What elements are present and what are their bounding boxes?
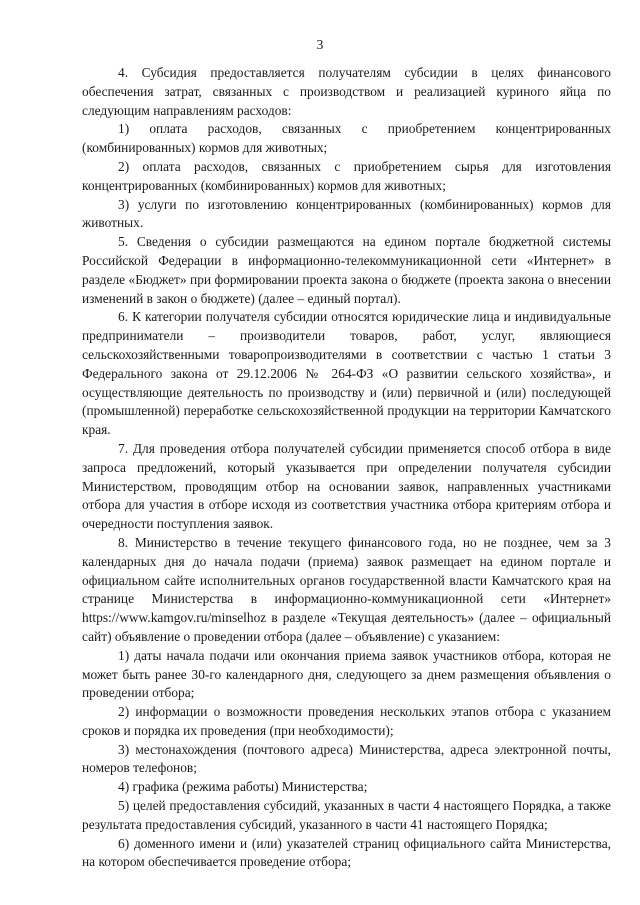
document-body bbox=[82, 64, 611, 872]
paragraph-8-item-6: 6) доменного имени и (или) указателей страниц официального сайта Министерства, на котором обеспечивается проведение отбора; bbox=[82, 835, 611, 870]
paragraph-8-item-3: 3) местонахождения (почтового адреса) Министерства, адреса электронной почты, номеров телефонов; bbox=[82, 741, 611, 776]
paragraph-8-item-4: 4) графика (режима работы) Министерства; bbox=[118, 779, 368, 795]
paragraph-8: 8. Министерство в течение текущего финансового года, но не позднее, чем за 3 календарных дня до начала подачи (приема) заявок размещает на едином портале и официальном сайте исполнительных органов государственной власти Камчатского края на странице Министерства в информационно-коммуникационной сети «Интернет» https://www.kamgov.ru/minselhoz в разделе «Текущая деятельность» (далее – официальный сайт) объявление о проведении отбора (далее – объявление) с указанием: bbox=[82, 534, 611, 644]
paragraph-8-item-5: 5) целей предоставления субсидий, указанных в части 4 настоящего Порядка, а также результата предоставления субсидий, указанного в части 41 настоящего Порядка; bbox=[82, 798, 611, 832]
paragraph-4: 4. Субсидия предоставляется получателям субсидии в целях финансового обеспечения затрат, связанных с производством и реализацией куриного яйца по следующим направлениям расходов: bbox=[82, 65, 611, 118]
paragraph-7: 7. Для проведения отбора получателей субсидии применяется способ отбора в виде запроса предложений, который указывается при определении получателя субсидии Министерством, проводящим отбор на основании заявок, направленных участниками отбора для участия в отборе исходя из соответствия участника отбора критериям отбора и очередности поступления заявок. bbox=[82, 440, 611, 532]
paragraph-5: 5. Сведения о субсидии размещаются на едином портале бюджетной системы Российской Федерации в информационно-телекоммуникационной сети «Интернет» в разделе «Бюджет» при формировании проекта закона о бюджете (проекта закона о внесении изменений в закон о бюджете) (далее – единый портал). bbox=[82, 234, 611, 306]
paragraph-6: 6. К категории получателя субсидии относятся юридические лица и индивидуальные предприниматели – производители товаров, работ, услуг, являющиеся сельскохозяйственными товаропроизводителями в соответствии с частью 1 статьи 3 Федерального закона от 29.12.2006 № 264-ФЗ «О развитии сельского хозяйства», и осуществляющие деятельность по производству и (или) первичной и (или) последующей (промышленной) переработке сельскохозяйственной продукции на территории Камчатского края. bbox=[82, 309, 611, 438]
paragraph-4-item-2: 2) оплата расходов, связанных с приобретением сырья для изготовления концентрированных (комбинированных) кормов для животных; bbox=[82, 158, 611, 193]
paragraph-8-item-2: 2) информации о возможности проведения нескольких этапов отбора с указанием сроков и порядка их проведения (при необходимости); bbox=[82, 704, 611, 738]
paragraph-8-item-1: 1) даты начала подачи или окончания приема заявок участников отбора, которая не может быть ранее 30-го календарного дня, следующего за днем размещения объявления о проведении отбора; bbox=[82, 647, 611, 701]
paragraph-4-item-3: 3) услуги по изготовлению концентрированных (комбинированных) кормов для животных. bbox=[82, 196, 611, 231]
page-number: 3 bbox=[316, 37, 324, 52]
paragraph-4-item-1: 1) оплата расходов, связанных с приобретением концентрированных (комбинированных) кормов для животных; bbox=[82, 121, 611, 156]
